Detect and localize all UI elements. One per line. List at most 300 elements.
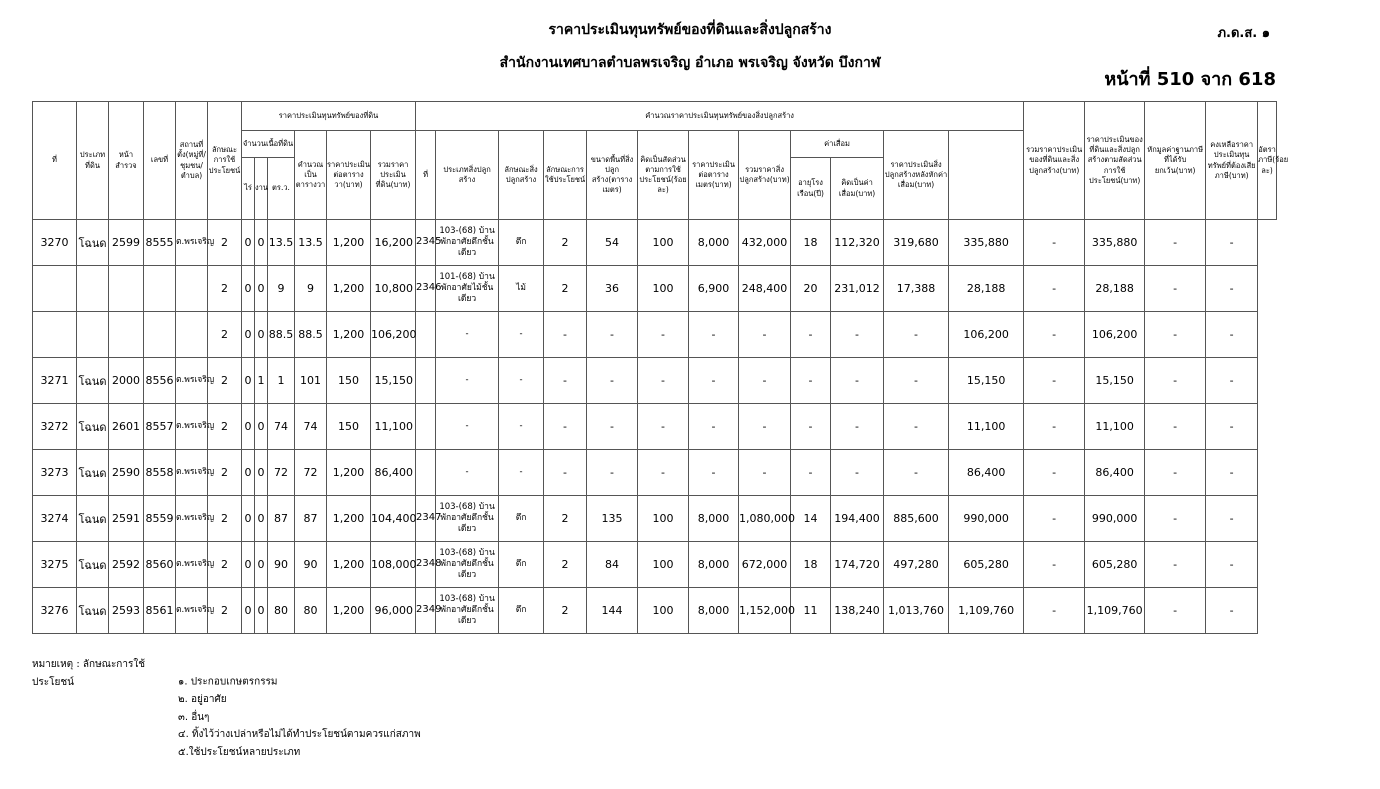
cell-depr: 138,240 bbox=[831, 588, 884, 634]
cell-rai: 0 bbox=[242, 358, 255, 404]
cell-land: 15,150 bbox=[371, 358, 416, 404]
cell-grand: 11,100 bbox=[949, 404, 1024, 450]
cell-rai: 0 bbox=[242, 496, 255, 542]
cell-no: 3272 bbox=[33, 404, 77, 450]
cell-bno bbox=[416, 450, 436, 496]
table-body bbox=[33, 220, 1277, 634]
cell-buse: 2 bbox=[544, 542, 587, 588]
cell-age: 18 bbox=[791, 220, 831, 266]
table-row bbox=[33, 358, 1277, 404]
cell-use: 2 bbox=[208, 542, 242, 588]
note-item: ๒. อยู่อาศัย bbox=[178, 694, 227, 705]
cell-buse: 2 bbox=[544, 266, 587, 312]
cell-use: 2 bbox=[208, 496, 242, 542]
cell-price: 1,200 bbox=[327, 588, 371, 634]
notes bbox=[32, 656, 421, 761]
cell-depr: 194,400 bbox=[831, 496, 884, 542]
cell-btype: - bbox=[436, 358, 499, 404]
cell-bprice: 8,000 bbox=[689, 542, 739, 588]
cell-depr: 112,320 bbox=[831, 220, 884, 266]
cell-loc: ต.พรเจริญ bbox=[176, 588, 208, 634]
cell-ngan: 0 bbox=[255, 312, 268, 358]
cell-grand: 28,188 bbox=[949, 266, 1024, 312]
cell-price: 150 bbox=[327, 358, 371, 404]
cell-bkind: - bbox=[499, 312, 544, 358]
cell-buse: 2 bbox=[544, 220, 587, 266]
cell-buse: 2 bbox=[544, 496, 587, 542]
table-row bbox=[33, 496, 1277, 542]
note-item: ๑. ประกอบเกษตรกรรม bbox=[178, 676, 278, 688]
cell-loc: ต.พรเจริญ bbox=[176, 496, 208, 542]
cell-grand: 106,200 bbox=[949, 312, 1024, 358]
cell-age: - bbox=[791, 404, 831, 450]
group-depreciation: ค่าเสื่อม bbox=[791, 131, 884, 158]
cell-land: 10,800 bbox=[371, 266, 416, 312]
col-sqwa: คำนวณเป็นตารางวา bbox=[295, 131, 327, 220]
col-proportional-value: ราคาประเมินของที่ดินและสิ่งปลูกสร้างตามสัดส่วนการใช้ประโยชน์(บาท) bbox=[1085, 102, 1145, 220]
cell-bprice: 8,000 bbox=[689, 220, 739, 266]
table-row bbox=[33, 266, 1277, 312]
cell-btotal: - bbox=[739, 404, 791, 450]
col-building-size: ขนาดพื้นที่สิ่งปลูกสร้าง(ตารางเมตร) bbox=[587, 131, 638, 220]
col-usage-ratio: คิดเป็นสัดส่วนตามการใช้ประโยชน์(ร้อยละ) bbox=[638, 131, 689, 220]
col-after-depreciation: ราคาประเมินสิ่งปลูกสร้างหลังหักค่าเสื่อม(บาท) bbox=[884, 131, 949, 220]
cell-use: 2 bbox=[208, 220, 242, 266]
cell-rai: 0 bbox=[242, 220, 255, 266]
col-number: เลขที่ bbox=[144, 102, 176, 220]
cell-doc: โฉนด bbox=[77, 404, 109, 450]
cell-page: 2000 bbox=[109, 358, 144, 404]
cell-size: - bbox=[587, 312, 638, 358]
cell-tax: - bbox=[1145, 358, 1206, 404]
cell-use: 2 bbox=[208, 312, 242, 358]
cell-after: 17,388 bbox=[884, 266, 949, 312]
group-land-valuation: ราคาประเมินทุนทรัพย์ของที่ดิน bbox=[242, 102, 416, 131]
cell-price: 1,200 bbox=[327, 542, 371, 588]
col-land-total: รวมราคาประเมินที่ดิน(บาท) bbox=[371, 131, 416, 220]
cell-size: - bbox=[587, 450, 638, 496]
cell-wa: 88.5 bbox=[268, 312, 295, 358]
cell-prop: - bbox=[1024, 588, 1085, 634]
cell-no: 3273 bbox=[33, 450, 77, 496]
cell-sqwa: 13.5 bbox=[295, 220, 327, 266]
cell-rate: - bbox=[1206, 358, 1258, 404]
col-page: หน้าสำรวจ bbox=[109, 102, 144, 220]
cell-btotal: - bbox=[739, 450, 791, 496]
table-row bbox=[33, 450, 1277, 496]
cell-sqwa: 88.5 bbox=[295, 312, 327, 358]
cell-use: 2 bbox=[208, 404, 242, 450]
cell-size: 135 bbox=[587, 496, 638, 542]
cell-deduct: 990,000 bbox=[1085, 496, 1145, 542]
note-item: ๕.ใช้ประโยชน์หลายประเภท bbox=[178, 746, 301, 758]
cell-use: 2 bbox=[208, 358, 242, 404]
cell-doc: โฉนด bbox=[77, 588, 109, 634]
cell-after: - bbox=[884, 450, 949, 496]
cell-btotal: 248,400 bbox=[739, 266, 791, 312]
cell-loc bbox=[176, 266, 208, 312]
cell-rate: - bbox=[1206, 496, 1258, 542]
cell-age: 14 bbox=[791, 496, 831, 542]
cell-rai: 0 bbox=[242, 312, 255, 358]
cell-page: 2592 bbox=[109, 542, 144, 588]
cell-land: 86,400 bbox=[371, 450, 416, 496]
cell-tax: - bbox=[1145, 404, 1206, 450]
cell-deduct: 1,109,760 bbox=[1085, 588, 1145, 634]
cell-use: 2 bbox=[208, 450, 242, 496]
col-depreciation: คิดเป็นค่าเสื่อม(บาท) bbox=[831, 158, 884, 220]
cell-prop: - bbox=[1024, 496, 1085, 542]
cell-deduct: 106,200 bbox=[1085, 312, 1145, 358]
col-price-per-sqm: ราคาประเมินต่อตารางเมตร(บาท) bbox=[689, 131, 739, 220]
cell-land: 106,200 bbox=[371, 312, 416, 358]
cell-btype: 103-(68) บ้านพักอาศัยตึกชั้นเดียว bbox=[436, 220, 499, 266]
col-taxable-value: คงเหลือราคาประเมินทุนทรัพย์ที่ต้องเสียภาษี(บาท) bbox=[1206, 102, 1258, 220]
cell-grand: 86,400 bbox=[949, 450, 1024, 496]
cell-bprice: - bbox=[689, 312, 739, 358]
cell-rate: - bbox=[1206, 312, 1258, 358]
col-wa: ตร.ว. bbox=[268, 158, 295, 220]
cell-bno: 2345 bbox=[416, 220, 436, 266]
cell-ngan: 0 bbox=[255, 404, 268, 450]
col-rai: ไร่ bbox=[242, 158, 255, 220]
cell-depr: 174,720 bbox=[831, 542, 884, 588]
cell-deduct: 605,280 bbox=[1085, 542, 1145, 588]
cell-tax: - bbox=[1145, 450, 1206, 496]
cell-loc: ต.พรเจริญ bbox=[176, 450, 208, 496]
cell-size: 36 bbox=[587, 266, 638, 312]
cell-bkind: - bbox=[499, 358, 544, 404]
cell-wa: 74 bbox=[268, 404, 295, 450]
cell-land: 16,200 bbox=[371, 220, 416, 266]
cell-prop: - bbox=[1024, 404, 1085, 450]
cell-wa: 80 bbox=[268, 588, 295, 634]
cell-age: 20 bbox=[791, 266, 831, 312]
cell-bno bbox=[416, 312, 436, 358]
cell-price: 1,200 bbox=[327, 220, 371, 266]
cell-buse: 2 bbox=[544, 588, 587, 634]
cell-price: 1,200 bbox=[327, 266, 371, 312]
cell-after: 497,280 bbox=[884, 542, 949, 588]
cell-no: 3270 bbox=[33, 220, 77, 266]
cell-page: 2591 bbox=[109, 496, 144, 542]
cell-deduct: 86,400 bbox=[1085, 450, 1145, 496]
cell-grand: 1,109,760 bbox=[949, 588, 1024, 634]
cell-grand: 990,000 bbox=[949, 496, 1024, 542]
cell-bno: 2347 bbox=[416, 496, 436, 542]
cell-ngan: 0 bbox=[255, 496, 268, 542]
cell-sqwa: 74 bbox=[295, 404, 327, 450]
cell-bprice: - bbox=[689, 450, 739, 496]
assessment-table bbox=[32, 101, 1289, 634]
cell-wa: 90 bbox=[268, 542, 295, 588]
group-building-valuation: คำนวณราคาประเมินทุนทรัพย์ของสิ่งปลูกสร้าง bbox=[416, 102, 1024, 131]
cell-ngan: 0 bbox=[255, 588, 268, 634]
cell-doc: โฉนด bbox=[77, 220, 109, 266]
cell-page bbox=[109, 266, 144, 312]
col-location: สถานที่ตั้ง(หมู่ที่/ชุมชน/ตำบล) bbox=[176, 102, 208, 220]
cell-depr: - bbox=[831, 358, 884, 404]
cell-size: - bbox=[587, 358, 638, 404]
cell-doc: โฉนด bbox=[77, 358, 109, 404]
col-exempt-deduction: หักมูลค่าฐานภาษีที่ได้รับยกเว้น(บาท) bbox=[1145, 102, 1206, 220]
cell-land: 108,000 bbox=[371, 542, 416, 588]
cell-rate: - bbox=[1206, 588, 1258, 634]
cell-bprice: - bbox=[689, 358, 739, 404]
cell-doc: โฉนด bbox=[77, 542, 109, 588]
cell-ratio: - bbox=[638, 450, 689, 496]
document-title: ราคาประเมินทุนทรัพย์ของที่ดินและสิ่งปลูกสร้าง bbox=[548, 22, 832, 38]
cell-after: 885,600 bbox=[884, 496, 949, 542]
cell-btype: - bbox=[436, 312, 499, 358]
col-building-age: อายุโรงเรือน(ปี) bbox=[791, 158, 831, 220]
cell-no: 3275 bbox=[33, 542, 77, 588]
cell-deduct: 11,100 bbox=[1085, 404, 1145, 450]
notes-label: หมายเหตุ : ลักษณะการใช้ประโยชน์ bbox=[32, 659, 146, 688]
cell-btotal: 432,000 bbox=[739, 220, 791, 266]
table-row bbox=[33, 404, 1277, 450]
cell-wa: 1 bbox=[268, 358, 295, 404]
cell-bprice: 8,000 bbox=[689, 588, 739, 634]
cell-num: 8557 bbox=[144, 404, 176, 450]
cell-bprice: 6,900 bbox=[689, 266, 739, 312]
cell-prop: - bbox=[1024, 542, 1085, 588]
cell-prop: - bbox=[1024, 450, 1085, 496]
cell-grand: 15,150 bbox=[949, 358, 1024, 404]
cell-deduct: 28,188 bbox=[1085, 266, 1145, 312]
cell-btype: 103-(68) บ้านพักอาศัยตึกชั้นเดียว bbox=[436, 496, 499, 542]
cell-rai: 0 bbox=[242, 266, 255, 312]
cell-tax: - bbox=[1145, 312, 1206, 358]
cell-loc: ต.พรเจริญ bbox=[176, 358, 208, 404]
cell-price: 1,200 bbox=[327, 450, 371, 496]
note-item: ๔. ทิ้งไว้ว่างเปล่าหรือไม่ได้ทำประโยชน์ตามควรแก่สภาพ bbox=[178, 729, 421, 740]
cell-after: 319,680 bbox=[884, 220, 949, 266]
cell-no bbox=[33, 266, 77, 312]
cell-ratio: - bbox=[638, 358, 689, 404]
cell-bkind: - bbox=[499, 450, 544, 496]
cell-loc bbox=[176, 312, 208, 358]
cell-no: 3276 bbox=[33, 588, 77, 634]
cell-btotal: 1,080,000 bbox=[739, 496, 791, 542]
cell-ngan: 0 bbox=[255, 266, 268, 312]
cell-page: 2599 bbox=[109, 220, 144, 266]
cell-bkind: ตึก bbox=[499, 542, 544, 588]
cell-ratio: - bbox=[638, 404, 689, 450]
cell-wa: 87 bbox=[268, 496, 295, 542]
cell-bkind: ตึก bbox=[499, 588, 544, 634]
cell-land: 11,100 bbox=[371, 404, 416, 450]
cell-btype: 101-(68) บ้านพักอาศัยไม้ชั้นเดียว bbox=[436, 266, 499, 312]
cell-prop: - bbox=[1024, 266, 1085, 312]
cell-sqwa: 80 bbox=[295, 588, 327, 634]
cell-ngan: 0 bbox=[255, 220, 268, 266]
cell-num bbox=[144, 266, 176, 312]
cell-depr: - bbox=[831, 404, 884, 450]
cell-sqwa: 72 bbox=[295, 450, 327, 496]
col-building-no: ที่ bbox=[416, 131, 436, 220]
cell-use: 2 bbox=[208, 588, 242, 634]
cell-bno: 2348 bbox=[416, 542, 436, 588]
cell-price: 1,200 bbox=[327, 496, 371, 542]
cell-num: 8559 bbox=[144, 496, 176, 542]
cell-doc bbox=[77, 312, 109, 358]
table-row bbox=[33, 542, 1277, 588]
cell-no: 3271 bbox=[33, 358, 77, 404]
cell-size: 54 bbox=[587, 220, 638, 266]
cell-wa: 13.5 bbox=[268, 220, 295, 266]
cell-no bbox=[33, 312, 77, 358]
cell-size: - bbox=[587, 404, 638, 450]
cell-no: 3274 bbox=[33, 496, 77, 542]
cell-price: 1,200 bbox=[327, 312, 371, 358]
cell-bprice: 8,000 bbox=[689, 496, 739, 542]
cell-doc: โฉนด bbox=[77, 496, 109, 542]
cell-sqwa: 87 bbox=[295, 496, 327, 542]
cell-after: - bbox=[884, 358, 949, 404]
cell-after: 1,013,760 bbox=[884, 588, 949, 634]
cell-btype: 103-(68) บ้านพักอาศัยตึกชั้นเดียว bbox=[436, 588, 499, 634]
cell-age: 18 bbox=[791, 542, 831, 588]
col-price-per-sqwa: ราคาประเมินต่อตารางวา(บาท) bbox=[327, 131, 371, 220]
cell-grand: 335,880 bbox=[949, 220, 1024, 266]
cell-num bbox=[144, 312, 176, 358]
cell-bkind: ไม้ bbox=[499, 266, 544, 312]
cell-loc: ต.พรเจริญ bbox=[176, 220, 208, 266]
table-row bbox=[33, 312, 1277, 358]
cell-num: 8556 bbox=[144, 358, 176, 404]
cell-sqwa: 9 bbox=[295, 266, 327, 312]
col-doc-type: ประเภทที่ดิน bbox=[77, 102, 109, 220]
cell-ngan: 0 bbox=[255, 542, 268, 588]
col-building-usage: ลักษณะการใช้ประโยชน์ bbox=[544, 131, 587, 220]
cell-tax: - bbox=[1145, 496, 1206, 542]
cell-doc bbox=[77, 266, 109, 312]
cell-num: 8561 bbox=[144, 588, 176, 634]
cell-loc: ต.พรเจริญ bbox=[176, 404, 208, 450]
cell-sqwa: 90 bbox=[295, 542, 327, 588]
cell-tax: - bbox=[1145, 542, 1206, 588]
cell-buse: - bbox=[544, 312, 587, 358]
cell-btype: - bbox=[436, 450, 499, 496]
cell-depr: 231,012 bbox=[831, 266, 884, 312]
col-grand-total: รวมราคาประเมินของที่ดินและสิ่งปลูกสร้าง(บาท) bbox=[1024, 102, 1085, 220]
cell-prop: - bbox=[1024, 220, 1085, 266]
cell-btype: - bbox=[436, 404, 499, 450]
cell-age: - bbox=[791, 358, 831, 404]
cell-sqwa: 101 bbox=[295, 358, 327, 404]
cell-ratio: 100 bbox=[638, 542, 689, 588]
cell-loc: ต.พรเจริญ bbox=[176, 542, 208, 588]
cell-depr: - bbox=[831, 450, 884, 496]
cell-bkind: ตึก bbox=[499, 220, 544, 266]
cell-age: - bbox=[791, 450, 831, 496]
cell-page: 2601 bbox=[109, 404, 144, 450]
cell-bno: 2349 bbox=[416, 588, 436, 634]
cell-prop: - bbox=[1024, 312, 1085, 358]
cell-rai: 0 bbox=[242, 588, 255, 634]
cell-rate: - bbox=[1206, 404, 1258, 450]
cell-use: 2 bbox=[208, 266, 242, 312]
cell-btotal: - bbox=[739, 312, 791, 358]
cell-num: 8555 bbox=[144, 220, 176, 266]
col-building-total: รวมราคาสิ่งปลูกสร้าง(บาท) bbox=[739, 131, 791, 220]
cell-ratio: 100 bbox=[638, 266, 689, 312]
cell-depr: - bbox=[831, 312, 884, 358]
cell-rate: - bbox=[1206, 266, 1258, 312]
cell-land: 96,000 bbox=[371, 588, 416, 634]
cell-rate: - bbox=[1206, 542, 1258, 588]
cell-rate: - bbox=[1206, 450, 1258, 496]
cell-btotal: 672,000 bbox=[739, 542, 791, 588]
cell-btotal: - bbox=[739, 358, 791, 404]
cell-rai: 0 bbox=[242, 404, 255, 450]
cell-ngan: 0 bbox=[255, 450, 268, 496]
col-usage: ลักษณะการใช้ประโยชน์ bbox=[208, 102, 242, 220]
cell-tax: - bbox=[1145, 588, 1206, 634]
cell-page bbox=[109, 312, 144, 358]
cell-bno bbox=[416, 404, 436, 450]
cell-ratio: 100 bbox=[638, 588, 689, 634]
note-item: ๓. อื่นๆ bbox=[178, 711, 210, 723]
cell-num: 8560 bbox=[144, 542, 176, 588]
cell-deduct: 15,150 bbox=[1085, 358, 1145, 404]
col-no: ที่ bbox=[33, 102, 77, 220]
page-indicator: หน้าที่ 510 จาก 618 bbox=[1104, 69, 1276, 90]
cell-rai: 0 bbox=[242, 450, 255, 496]
cell-size: 84 bbox=[587, 542, 638, 588]
cell-deduct: 335,880 bbox=[1085, 220, 1145, 266]
cell-age: - bbox=[791, 312, 831, 358]
cell-bkind: - bbox=[499, 404, 544, 450]
cell-doc: โฉนด bbox=[77, 450, 109, 496]
cell-grand: 605,280 bbox=[949, 542, 1024, 588]
cell-buse: - bbox=[544, 358, 587, 404]
table-row bbox=[33, 588, 1277, 634]
group-land-area: จำนวนเนื้อที่ดิน bbox=[242, 131, 295, 158]
cell-buse: - bbox=[544, 450, 587, 496]
cell-btotal: 1,152,000 bbox=[739, 588, 791, 634]
col-building-kind: ลักษณะสิ่งปลูกสร้าง bbox=[499, 131, 544, 220]
cell-page: 2593 bbox=[109, 588, 144, 634]
cell-buse: - bbox=[544, 404, 587, 450]
cell-ratio: - bbox=[638, 312, 689, 358]
col-tax-rate: อัตราภาษี(ร้อยละ) bbox=[1258, 102, 1277, 220]
cell-rai: 0 bbox=[242, 542, 255, 588]
cell-after: - bbox=[884, 404, 949, 450]
cell-ngan: 1 bbox=[255, 358, 268, 404]
document-subtitle: สำนักงานเทศบาลตำบลพรเจริญ อำเภอ พรเจริญ จังหวัด บึงกาฬ bbox=[499, 55, 881, 71]
cell-num: 8558 bbox=[144, 450, 176, 496]
cell-land: 104,400 bbox=[371, 496, 416, 542]
cell-bno bbox=[416, 358, 436, 404]
cell-prop: - bbox=[1024, 358, 1085, 404]
form-code: ภ.ด.ส. ๑ bbox=[1217, 26, 1270, 41]
cell-after: - bbox=[884, 312, 949, 358]
table-row bbox=[33, 220, 1277, 266]
col-building-type: ประเภทสิ่งปลูกสร้าง bbox=[436, 131, 499, 220]
cell-rate: - bbox=[1206, 220, 1258, 266]
cell-ratio: 100 bbox=[638, 220, 689, 266]
col-ngan: งาน bbox=[255, 158, 268, 220]
cell-wa: 72 bbox=[268, 450, 295, 496]
cell-bprice: - bbox=[689, 404, 739, 450]
cell-ratio: 100 bbox=[638, 496, 689, 542]
cell-bkind: ตึก bbox=[499, 496, 544, 542]
cell-tax: - bbox=[1145, 266, 1206, 312]
cell-btype: 103-(68) บ้านพักอาศัยตึกชั้นเดียว bbox=[436, 542, 499, 588]
cell-tax: - bbox=[1145, 220, 1206, 266]
